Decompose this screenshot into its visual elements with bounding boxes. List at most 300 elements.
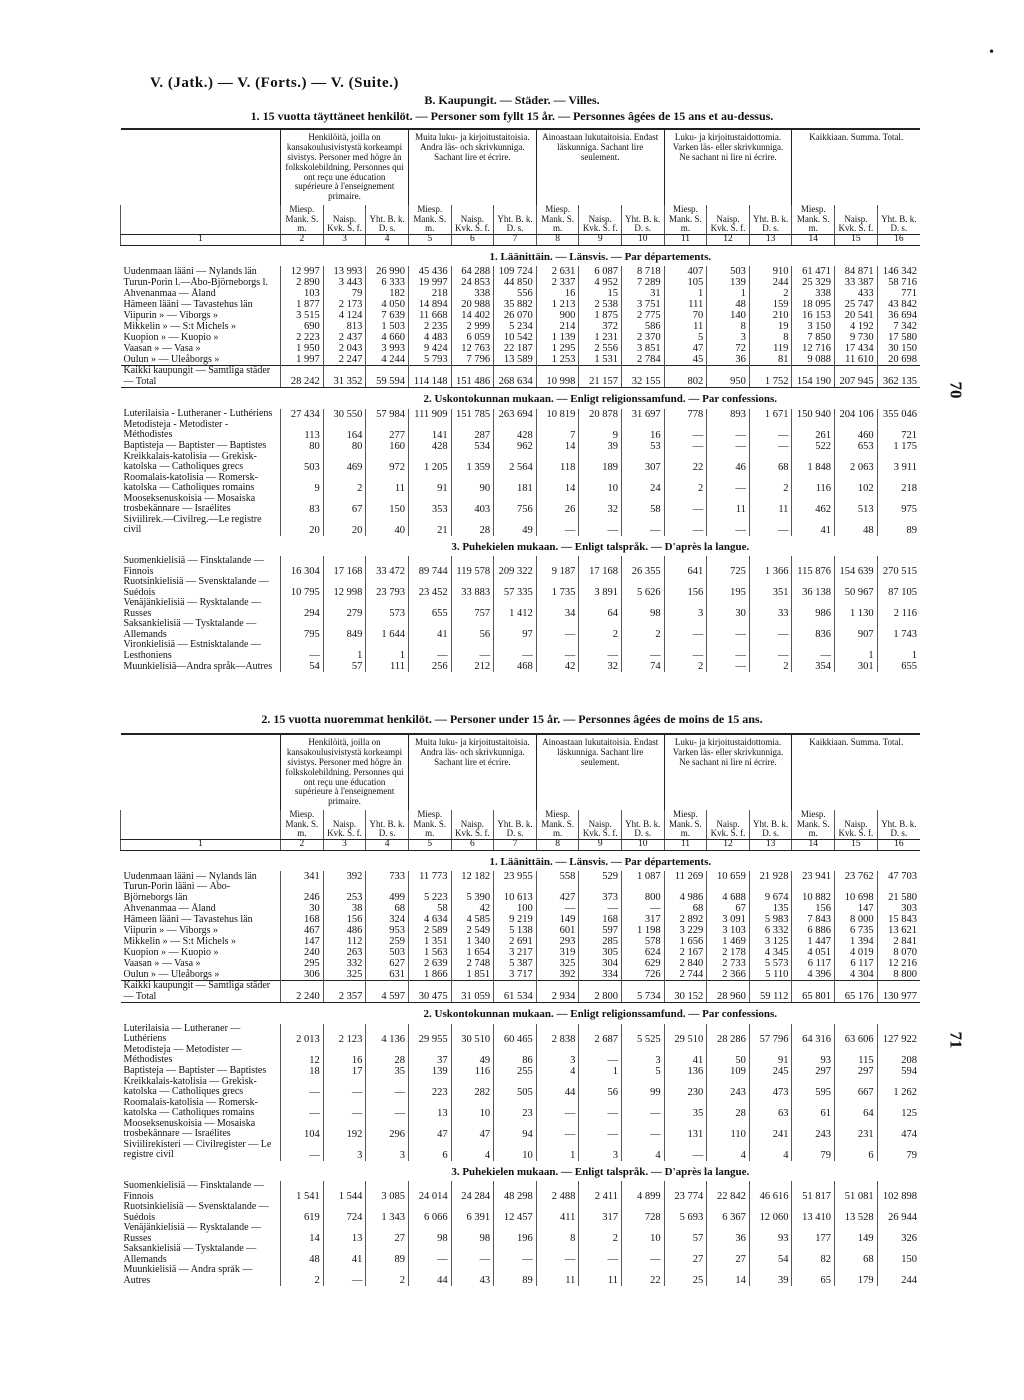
cell-value: 23 762	[835, 871, 878, 882]
cell-value: 48	[835, 515, 878, 536]
cell-value: 2 437	[323, 332, 366, 343]
cell-value: 726	[622, 969, 665, 981]
cell-value: 13 528	[835, 1202, 878, 1223]
table-row	[121, 1119, 921, 1140]
column-index: 14	[792, 839, 835, 850]
table-row	[121, 619, 921, 640]
cell-value: 116	[451, 1066, 494, 1077]
table-row	[121, 409, 921, 420]
cell-value: 17 580	[877, 332, 920, 343]
row-label: Kuopion » — Kuopio »	[123, 947, 219, 958]
cell-value: 41	[408, 619, 451, 640]
cell-value: 282	[451, 1077, 494, 1098]
cell-value: 407	[664, 266, 707, 277]
cell-value: —	[536, 619, 579, 640]
cell-value: 94	[494, 1119, 537, 1140]
column-index: 3	[323, 234, 366, 245]
cell-value: 558	[536, 871, 579, 882]
cell-value: 655	[408, 598, 451, 619]
row-label: Vaasan » — Vasa »	[123, 343, 201, 354]
cell-value: 46	[707, 452, 750, 473]
cell-value: 25 747	[835, 299, 878, 310]
cell-value: 4 899	[622, 1181, 665, 1202]
cell-value: 67	[323, 494, 366, 515]
cell-value: 1 503	[366, 321, 409, 332]
total-value: 950	[707, 366, 750, 388]
cell-value: 2 841	[877, 936, 920, 947]
cell-value: 467	[281, 925, 324, 936]
sub-header: Miesp. Mank. S. m.	[281, 205, 324, 234]
table-row	[121, 473, 921, 494]
cell-value: 11 610	[835, 354, 878, 366]
column-group-header: Luku- ja kirjoitustaidottomia. Varken läs- eller skrivkunniga. Ne sachant ni lire ni écrire.	[664, 734, 792, 810]
cell-value: 11 269	[664, 871, 707, 882]
cell-value: 244	[749, 277, 792, 288]
cell-value: 5 138	[494, 925, 537, 936]
cell-value: —	[536, 1244, 579, 1265]
cell-value: 150	[366, 494, 409, 515]
cell-value: 953	[366, 925, 409, 936]
row-label: Roomalais-katolisia — Romersk-katolska — Catholiques romains	[123, 1097, 258, 1119]
cell-value: —	[366, 1077, 409, 1098]
cell-value: 14	[536, 473, 579, 494]
cell-value: 11	[707, 494, 750, 515]
cell-value: 23 955	[494, 871, 537, 882]
cell-value: 37	[408, 1045, 451, 1066]
cell-value: 338	[451, 288, 494, 299]
cell-value: 2 043	[323, 343, 366, 354]
section-spacer	[121, 245, 281, 266]
column-index: 3	[323, 839, 366, 850]
cell-value: 63 606	[835, 1024, 878, 1045]
cell-value: 11	[579, 1265, 622, 1286]
cell-value: 28 286	[707, 1024, 750, 1045]
cell-value: 655	[877, 661, 920, 672]
cell-value: 168	[281, 914, 324, 925]
row-label: Oulun » — Uleåborgs »	[123, 969, 220, 980]
cell-value: 196	[494, 1223, 537, 1244]
cell-value: 35	[664, 1098, 707, 1119]
table-row	[121, 354, 921, 366]
cell-value: 4 634	[408, 914, 451, 925]
cell-value: 721	[877, 420, 920, 441]
total-value: 2 934	[536, 981, 579, 1003]
total-value: 30 152	[664, 981, 707, 1003]
row-label: Kuopion » — Kuopio »	[123, 332, 219, 343]
cell-value: 91	[749, 1045, 792, 1066]
cell-value: 42	[451, 903, 494, 914]
sub-header: Miesp. Mank. S. m.	[536, 205, 579, 234]
row-label: Vaasan » — Vasa »	[123, 958, 201, 969]
cell-value: 11	[366, 473, 409, 494]
cell-value: 771	[877, 288, 920, 299]
cell-value: 2 892	[664, 914, 707, 925]
cell-value: 757	[451, 598, 494, 619]
table-part2	[120, 733, 920, 1286]
table-row	[121, 494, 921, 515]
column-index: 13	[749, 234, 792, 245]
cell-value: 594	[877, 1066, 920, 1077]
cell-value: —	[494, 640, 537, 661]
cell-value: 597	[579, 925, 622, 936]
table-row	[121, 925, 921, 936]
cell-value: 49	[451, 1045, 494, 1066]
table-row	[121, 1223, 921, 1244]
cell-value: 5 525	[622, 1024, 665, 1045]
sub-header: Yht. B. k. D. s.	[877, 810, 920, 839]
cell-value: 14	[536, 441, 579, 452]
cell-value: 2 223	[281, 332, 324, 343]
cell-value: 392	[536, 969, 579, 981]
cell-value: 90	[451, 473, 494, 494]
cell-value: 6 117	[792, 958, 835, 969]
cell-value: 4 051	[792, 947, 835, 958]
cell-value: 12 182	[451, 871, 494, 882]
cell-value: 38	[323, 903, 366, 914]
row-label: Turun-Porin lääni — Åbo-Björneborgs län	[123, 882, 231, 903]
cell-value: 795	[281, 619, 324, 640]
sub-header-blank	[121, 810, 281, 839]
row-label: Oulun » — Uleåborgs »	[123, 354, 220, 365]
cell-value: —	[579, 515, 622, 536]
cell-value: 2 366	[707, 969, 750, 981]
cell-value: 778	[664, 409, 707, 420]
row-label: Uudenmaan lääni — Nylands län	[123, 871, 257, 882]
cell-value: 116	[792, 473, 835, 494]
column-index: 15	[835, 839, 878, 850]
cell-value: 3	[622, 1045, 665, 1066]
total-value: 268 634	[494, 366, 537, 388]
column-group-header: Henkilöitä, joilla on kansakoulusivistystä korkeampi sivistys. Personer med högre än folkskolebildning. Personnes qui ont reçu une éducation supérieure à l'enseignement primaire.	[281, 129, 409, 205]
cell-value: 100	[494, 903, 537, 914]
cell-value: 33	[749, 598, 792, 619]
cell-value: 16	[622, 420, 665, 441]
section-title: 2. Uskontokunnan mukaan. — Enligt religionssamfund. — Par confessions.	[423, 1008, 778, 1021]
cell-value: 513	[835, 494, 878, 515]
total-value: 31 352	[323, 366, 366, 388]
table-row	[121, 640, 921, 661]
cell-value: 13 410	[792, 1202, 835, 1223]
table-row	[121, 343, 921, 354]
cell-value: —	[664, 515, 707, 536]
cell-value: 99	[622, 1077, 665, 1098]
cell-value: —	[792, 640, 835, 661]
cell-value: 12 457	[494, 1202, 537, 1223]
table-row	[121, 299, 921, 310]
cell-value: 53	[622, 441, 665, 452]
cell-value: 6 066	[408, 1202, 451, 1223]
cell-value: 31	[622, 288, 665, 299]
cell-value: 8 000	[835, 914, 878, 925]
total-value: 2 240	[281, 981, 324, 1003]
table-row	[121, 598, 921, 619]
cell-value: 2 178	[707, 947, 750, 958]
cell-value: 724	[323, 1202, 366, 1223]
column-index: 1	[121, 234, 281, 245]
cell-value: 22 842	[707, 1181, 750, 1202]
cell-value: 20 988	[451, 299, 494, 310]
row-label-header	[121, 129, 281, 205]
column-index: 12	[707, 839, 750, 850]
cell-value: 2 687	[579, 1024, 622, 1045]
cell-value: 115 876	[792, 556, 835, 577]
column-index: 7	[494, 234, 537, 245]
cell-value: —	[664, 640, 707, 661]
cell-value: 1 851	[451, 969, 494, 981]
total-value: 59 594	[366, 366, 409, 388]
cell-value: 79	[323, 288, 366, 299]
cell-value: 118	[536, 452, 579, 473]
cell-value: —	[749, 619, 792, 640]
row-label: Metodisteja — Metodister — Méthodistes	[123, 1044, 242, 1066]
sub-header: Yht. B. k. D. s.	[622, 810, 665, 839]
section-title: 3. Puhekielen mukaan. — Enligt talspråk. — D'après la langue.	[451, 540, 750, 553]
cell-value: 19	[749, 321, 792, 332]
cell-value: 46 616	[749, 1181, 792, 1202]
cell-value: 2	[622, 619, 665, 640]
column-index: 2	[281, 839, 324, 850]
cell-value: 667	[835, 1077, 878, 1098]
cell-value: —	[451, 640, 494, 661]
cell-value: —	[749, 441, 792, 452]
row-label: Saksankielisiä — Tysktalande — Allemands	[123, 619, 257, 640]
cell-value: 972	[366, 452, 409, 473]
total-value: 2 800	[579, 981, 622, 1003]
cell-value: 3	[707, 332, 750, 343]
cell-value: 42	[536, 661, 579, 672]
column-group-header: Luku- ja kirjoitustaidottomia. Varken läs- eller skrivkunniga. Ne sachant ni lire ni écrire.	[664, 129, 792, 205]
cell-value: 1 544	[323, 1181, 366, 1202]
cell-value: —	[707, 441, 750, 452]
cell-value: 285	[579, 936, 622, 947]
cell-value: 624	[622, 947, 665, 958]
cell-value: 1	[536, 1140, 579, 1161]
cell-value: 7 796	[451, 354, 494, 366]
row-label: Uudenmaan lääni — Nylands län	[123, 266, 257, 277]
cell-value: 10	[494, 1140, 537, 1161]
cell-value: 2 370	[622, 332, 665, 343]
cell-value: 41	[792, 515, 835, 536]
cell-value: 6 735	[835, 925, 878, 936]
cell-value: 68	[366, 903, 409, 914]
total-label: Kaikki kaupungit — Samtliga städer — Total	[121, 981, 281, 1003]
cell-value: 49	[494, 515, 537, 536]
cell-value: 3 125	[749, 936, 792, 947]
table-row	[121, 1265, 921, 1286]
row-label: Muunkielisiä — Andra språk — Autres	[123, 1265, 253, 1286]
cell-value: 43 842	[877, 299, 920, 310]
cell-value: 2 235	[408, 321, 451, 332]
cell-value: 1	[877, 640, 920, 661]
table-row	[121, 661, 921, 672]
cell-value: 4 136	[366, 1024, 409, 1045]
cell-value: —	[707, 661, 750, 672]
cell-value: 23 452	[408, 577, 451, 598]
cell-value: 209 322	[494, 556, 537, 577]
sub-header: Miesp. Mank. S. m.	[664, 205, 707, 234]
section-title: 2. Uskontokunnan mukaan. — Enligt religionssamfund. — Par confessions.	[423, 393, 778, 406]
cell-value: 351	[749, 577, 792, 598]
cell-value: —	[707, 473, 750, 494]
total-value: 65 801	[792, 981, 835, 1003]
cell-value: 104	[281, 1119, 324, 1140]
cell-value: 317	[579, 1202, 622, 1223]
cell-value: 89 744	[408, 556, 451, 577]
cell-value: 1 875	[579, 310, 622, 321]
cell-value: 11	[536, 1265, 579, 1286]
cell-value: 51 817	[792, 1181, 835, 1202]
cell-value: 1 253	[536, 354, 579, 366]
cell-value: 98	[622, 598, 665, 619]
total-label: Kaikki kaupungit — Samtliga städer — Total	[121, 366, 281, 388]
cell-value: 297	[792, 1066, 835, 1077]
table-row	[121, 947, 921, 958]
cell-value: —	[622, 1098, 665, 1119]
cell-value: 6 087	[579, 266, 622, 277]
cell-value: 58 716	[877, 277, 920, 288]
cell-value: 14	[281, 1223, 324, 1244]
cell-value: 12 216	[877, 958, 920, 969]
cell-value: 56	[451, 619, 494, 640]
row-label: Baptisteja — Baptister — Baptistes	[123, 1065, 267, 1077]
cell-value: 80	[281, 441, 324, 452]
cell-value: 48 298	[494, 1181, 537, 1202]
cell-value: 147	[835, 903, 878, 914]
cell-value: 2 173	[323, 299, 366, 310]
cell-value: 486	[323, 925, 366, 936]
column-index: 15	[835, 234, 878, 245]
cell-value: —	[664, 1140, 707, 1161]
cell-value: 297	[835, 1066, 878, 1077]
cell-value: 139	[408, 1066, 451, 1077]
cell-value: 1 531	[579, 354, 622, 366]
cell-value: 57	[664, 1223, 707, 1244]
cell-value: 9	[579, 420, 622, 441]
row-label: Roomalais-katolisia — Romersk-katolska — Catholiques romains	[123, 472, 258, 494]
total-value: 10 998	[536, 366, 579, 388]
cell-value: 12 060	[749, 1202, 792, 1223]
cell-value: 2	[281, 1265, 324, 1286]
cell-value: 168	[579, 914, 622, 925]
total-value: 207 945	[835, 366, 878, 388]
cell-value: 156	[664, 577, 707, 598]
cell-value: 23 793	[366, 577, 409, 598]
cell-value: 212	[451, 661, 494, 672]
cell-value: 6 886	[792, 925, 835, 936]
cell-value: 9 674	[749, 882, 792, 903]
cell-value: 3 103	[707, 925, 750, 936]
cell-value: 150	[877, 1244, 920, 1265]
sub-header: Naisp. Kvk. S. f.	[579, 205, 622, 234]
cell-value: 353	[408, 494, 451, 515]
total-value: 61 534	[494, 981, 537, 1003]
cell-value: 26 070	[494, 310, 537, 321]
row-label: Mooseksenuskoisia — Mosaiska trosbekännare — Israélites	[123, 1118, 256, 1140]
cell-value: 728	[622, 1202, 665, 1223]
cell-value: 2	[749, 473, 792, 494]
cell-value: 57 335	[494, 577, 537, 598]
cell-value: 1 743	[877, 619, 920, 640]
cell-value: 3 217	[494, 947, 537, 958]
cell-value: 13 993	[323, 266, 366, 277]
cell-value: 35 882	[494, 299, 537, 310]
cell-value: 529	[579, 871, 622, 882]
sub-header: Naisp. Kvk. S. f.	[451, 810, 494, 839]
cell-value: 5	[664, 332, 707, 343]
section-spacer	[121, 536, 281, 557]
cell-value: 11 773	[408, 871, 451, 882]
cell-value: 1 950	[281, 343, 324, 354]
total-row	[121, 981, 921, 1003]
cell-value: 110	[707, 1119, 750, 1140]
cell-value: 245	[749, 1066, 792, 1077]
cell-value: 54	[281, 661, 324, 672]
cell-value: 3 085	[366, 1181, 409, 1202]
cell-value: 47	[664, 343, 707, 354]
cell-value: 556	[494, 288, 537, 299]
cell-value: 7 342	[877, 321, 920, 332]
cell-value: 629	[622, 958, 665, 969]
page-number-left: 70	[946, 381, 966, 399]
cell-value: —	[281, 1140, 324, 1161]
cell-value: 10 819	[536, 409, 579, 420]
column-group-header: Kaikkiaan. Summa. Total.	[792, 129, 920, 205]
row-label-header	[121, 734, 281, 810]
cell-value: 325	[536, 958, 579, 969]
table-row	[121, 969, 921, 981]
cell-value: 253	[323, 882, 366, 903]
cell-value: 36	[707, 1223, 750, 1244]
cell-value: 223	[408, 1077, 451, 1098]
cell-value: 64	[835, 1098, 878, 1119]
table-row	[121, 914, 921, 925]
cell-value: —	[536, 640, 579, 661]
cell-value: 189	[579, 452, 622, 473]
row-label: Ruotsinkielisiä — Svensktalande — Suédois	[123, 1202, 269, 1223]
total-value: 21 157	[579, 366, 622, 388]
cell-value: 256	[408, 661, 451, 672]
row-label: Luterilaisia — Lutheraner — Luthériens	[123, 1023, 241, 1045]
cell-value: 9 219	[494, 914, 537, 925]
row-label: Vironkielisiä — Estnisktalande — Lesthoniens	[123, 640, 261, 661]
cell-value: 82	[792, 1244, 835, 1265]
cell-value: 372	[579, 321, 622, 332]
total-value: 362 135	[877, 366, 920, 388]
cell-value: 28	[451, 515, 494, 536]
total-value: 28 242	[281, 366, 324, 388]
section-spacer	[121, 1161, 281, 1182]
cell-value: 2 691	[494, 936, 537, 947]
table-row	[121, 1244, 921, 1265]
cell-value: 307	[622, 452, 665, 473]
cell-value: 218	[877, 473, 920, 494]
cell-value: 2 337	[536, 277, 579, 288]
column-index: 9	[579, 839, 622, 850]
cell-value: —	[749, 420, 792, 441]
sub-header: Naisp. Kvk. S. f.	[451, 205, 494, 234]
column-index: 11	[664, 839, 707, 850]
table-row	[121, 277, 921, 288]
cell-value: 56	[579, 1077, 622, 1098]
cell-value: 1 343	[366, 1202, 409, 1223]
cell-value: 12 763	[451, 343, 494, 354]
cell-value: 277	[366, 420, 409, 441]
cell-value: —	[366, 1098, 409, 1119]
total-value: 802	[664, 366, 707, 388]
cell-value: 2	[749, 661, 792, 672]
cell-value: 319	[536, 947, 579, 958]
cell-value: 41	[664, 1045, 707, 1066]
